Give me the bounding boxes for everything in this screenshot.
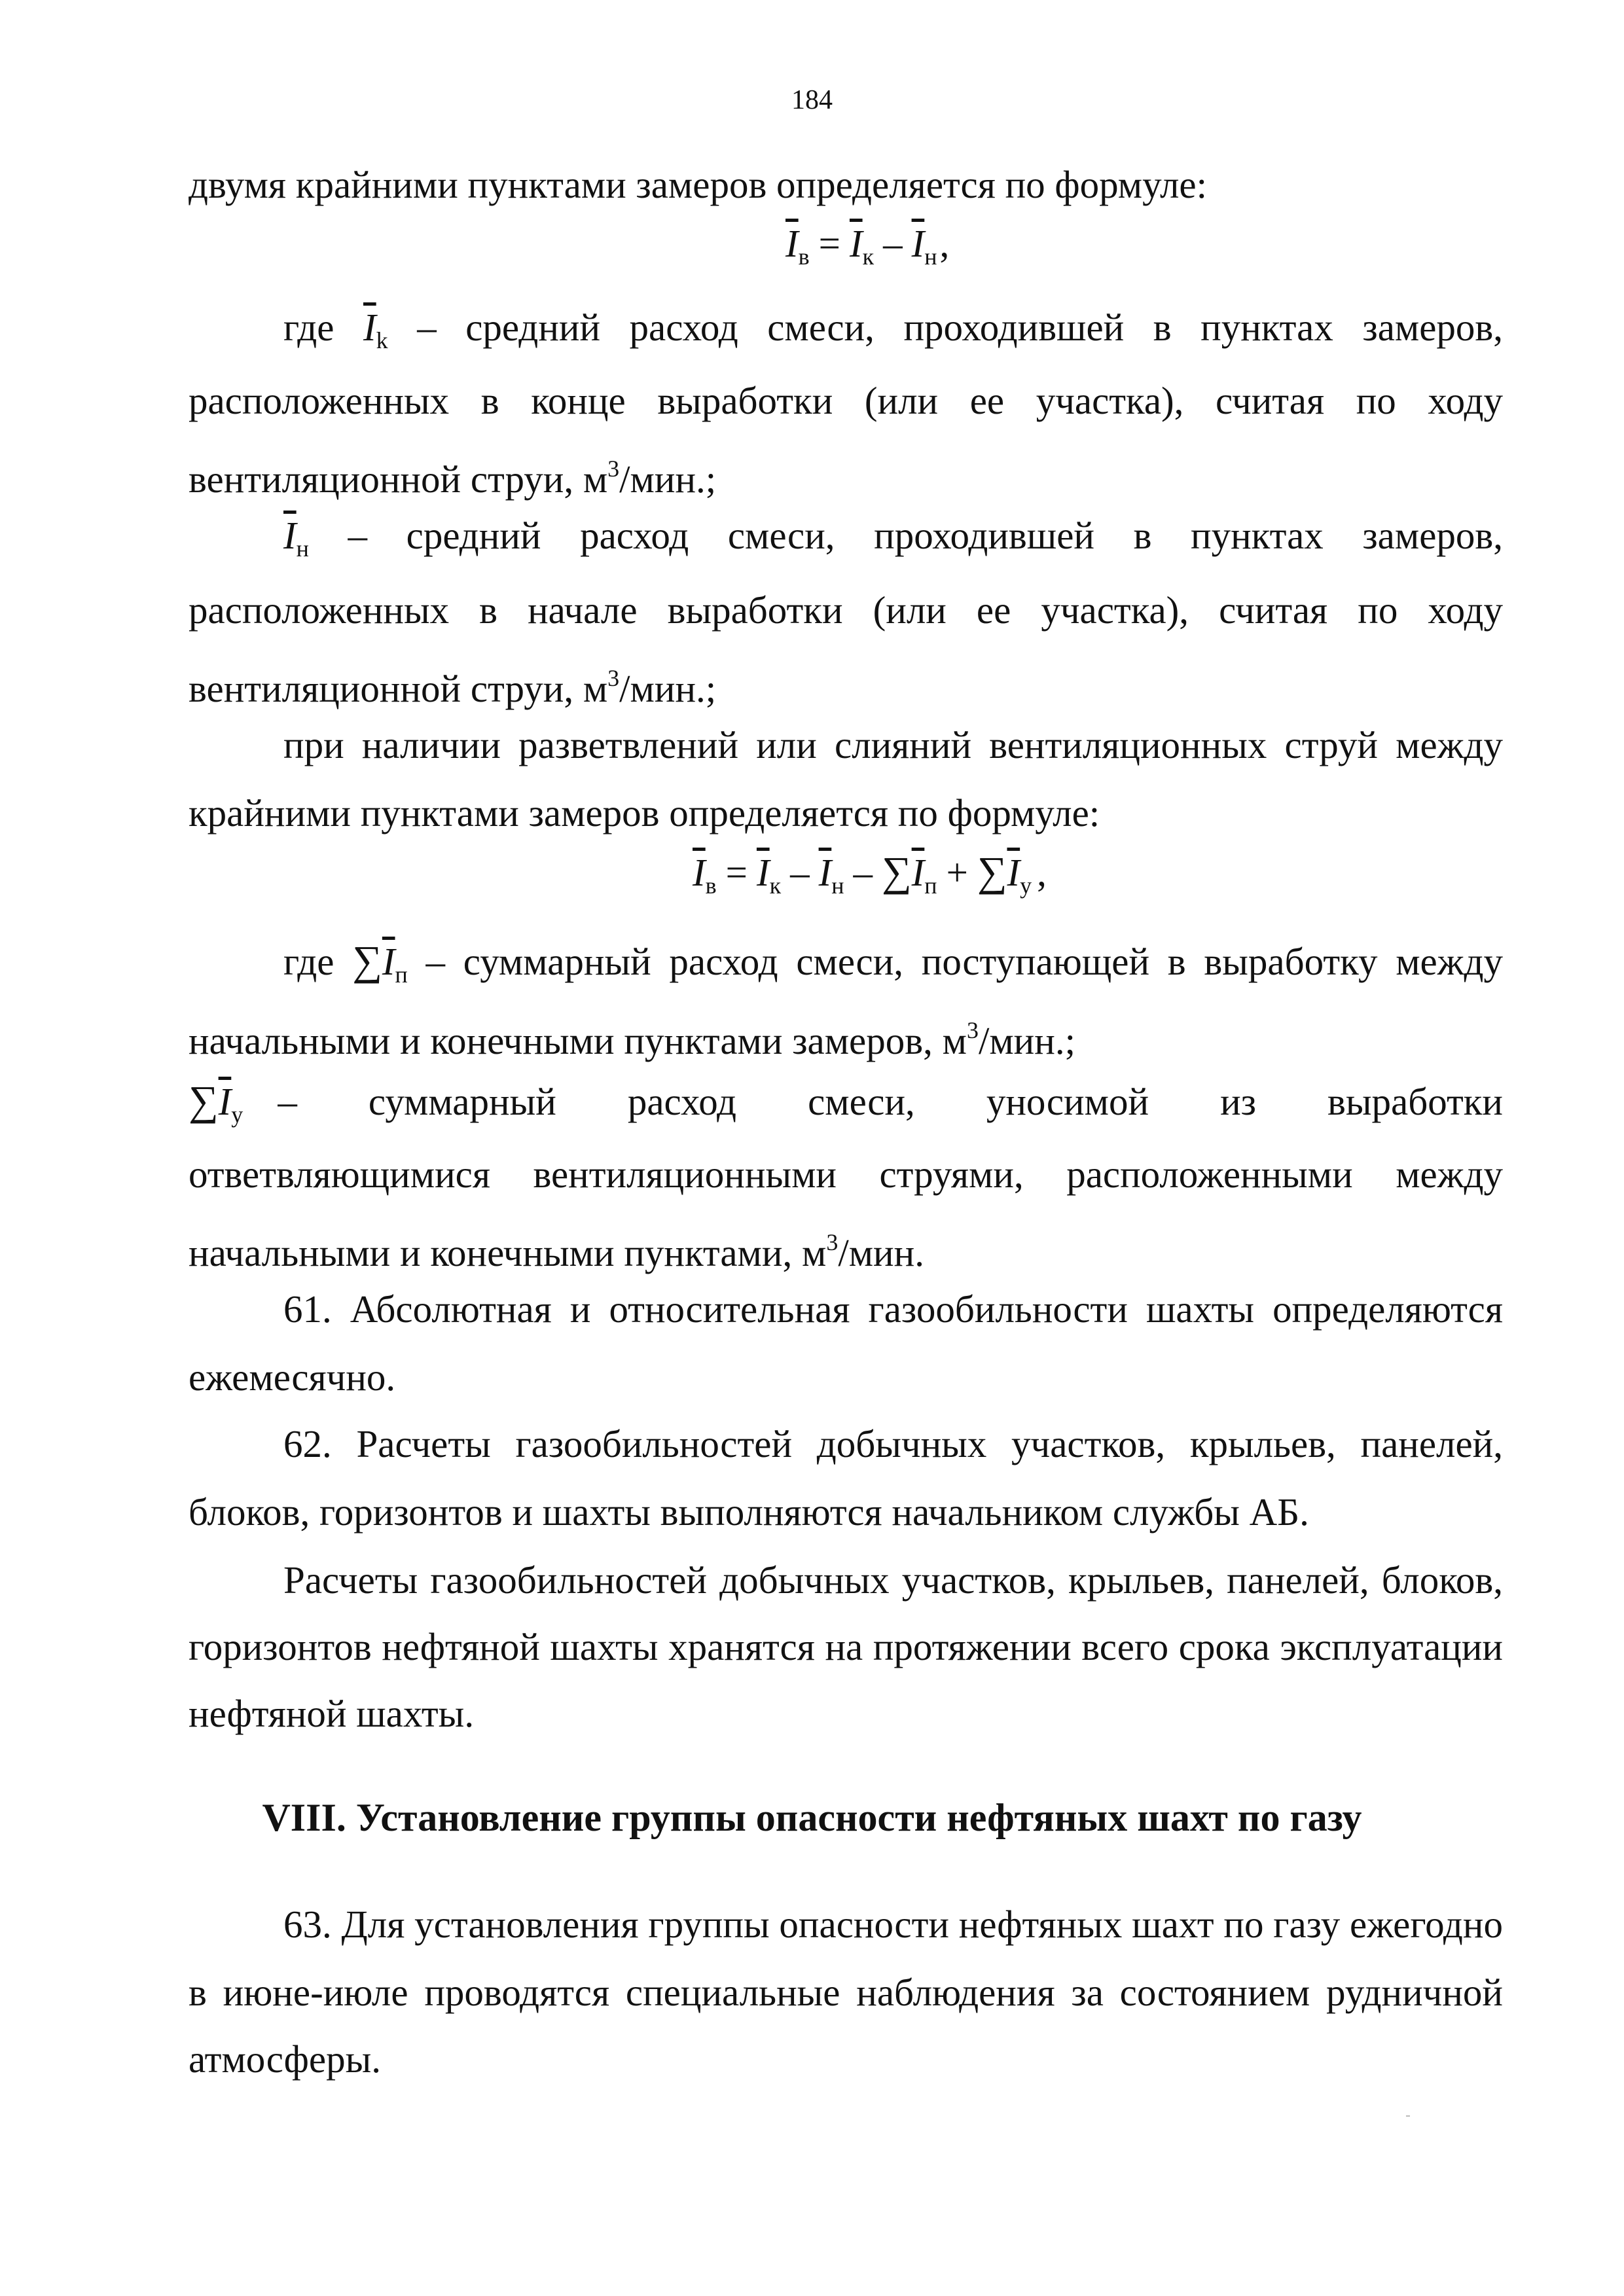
superscript: 3 (966, 1017, 979, 1043)
text-line (189, 1220, 1503, 1274)
paragraph-62b-end (189, 1691, 1503, 1736)
formula-symbol: $\overline{I}$ (382, 940, 395, 983)
formula-operator: + (946, 851, 968, 894)
formula-subscript: н (296, 535, 309, 562)
definition-in-cont (189, 588, 1503, 632)
formula-symbol: $\overline{I}$ (818, 851, 832, 894)
text-line (189, 656, 1503, 710)
text-fragment: /мин.; (619, 457, 717, 501)
branching-paragraph (189, 723, 1503, 767)
text-line (189, 513, 1503, 562)
formula-symbol: $\overline{I}$ (756, 851, 770, 894)
definition-in-end (189, 656, 1503, 710)
definition-text: – средний расход смеси, проходившей в пунктах замеров, (348, 514, 1503, 557)
paragraph-61 (189, 1287, 1503, 1331)
sum-sign: ∑ (352, 937, 382, 984)
formula-symbol: $\overline{I}$ (849, 222, 863, 265)
intro-paragraph (189, 162, 1503, 207)
text-line (189, 1077, 1503, 1128)
text-fragment: /мин. (838, 1231, 924, 1274)
paragraph-61-end (189, 1355, 1503, 1399)
formula-subscript: у (231, 1102, 244, 1128)
formula-subscript: к (862, 243, 875, 270)
definition-symbol (283, 514, 309, 562)
formula-punctuation: , (1037, 851, 1047, 894)
text-line: ответвляющимися вентиляционными струями, расположенными между (189, 1153, 1503, 1196)
text-line: атмосферы. (189, 2037, 381, 2081)
text-line (189, 446, 1503, 501)
formula-operator: – (883, 222, 903, 265)
formula-symbol: $\overline{I}$ (1007, 851, 1020, 894)
formula-operator: – (790, 851, 810, 894)
sum-sign: ∑ (977, 848, 1007, 895)
formula-1 (785, 221, 949, 279)
paragraph-62-end (189, 1490, 1503, 1534)
text-fragment: начальными и конечными пунктами замеров, м (189, 1019, 967, 1062)
definition-iy-cont (189, 1152, 1503, 1196)
definition-ip (189, 937, 1504, 988)
formula-symbol: $\overline{I}$ (911, 222, 925, 265)
text-line: 61. Абсолютная и относительная газообильности шахты определяются (283, 1287, 1503, 1331)
definition-iy (189, 1077, 1503, 1128)
formula-2 (693, 850, 1047, 908)
superscript: 3 (607, 456, 620, 482)
definition-symbol (352, 937, 408, 988)
branching-paragraph-end (189, 791, 1503, 835)
definition-iy-end (189, 1220, 1503, 1274)
definition-lead: где (283, 940, 334, 983)
section-heading: VIII. Установление группы опасности нефтяных шахт по газу (262, 1796, 1362, 1839)
definition-ik-cont (189, 378, 1503, 423)
paragraph-63-end (189, 2037, 1503, 2081)
superscript: 3 (826, 1229, 839, 1255)
text-line: в июне-июле проводятся специальные наблюдения за состоянием рудничной (189, 1971, 1503, 2014)
formula-subscript: k (376, 327, 388, 353)
superscript: 3 (607, 665, 620, 691)
text-line: ежемесячно. (189, 1355, 396, 1399)
definition-lead: где (283, 306, 334, 349)
paragraph-62b-cont (189, 1624, 1503, 1669)
formula-symbol: $\overline{I}$ (911, 851, 925, 894)
text-line (189, 1008, 1503, 1062)
text-line: блоков, горизонтов и шахты выполняются начальником службы АБ. (189, 1490, 1309, 1534)
paragraph-63 (189, 1902, 1503, 1946)
definition-ik (189, 305, 1504, 353)
text-line: крайними пунктами замеров определяется по формуле: (189, 791, 1100, 834)
formula-punctuation: , (939, 222, 950, 265)
text-line (189, 937, 1504, 988)
formula-operator: = (725, 851, 748, 894)
text-fragment: /мин.; (619, 667, 717, 710)
formula-subscript: у (1020, 872, 1032, 899)
text-fragment: /мин.; (978, 1019, 1075, 1062)
sum-sign: ∑ (189, 1077, 219, 1124)
formula-subscript: в (798, 243, 810, 270)
formula-subscript: п (395, 961, 408, 988)
text-line: нефтяной шахты. (189, 1692, 475, 1735)
text-line: при наличии разветвлений или слияний вентиляционных струй между (283, 723, 1503, 766)
text-line: 63. Для установления группы опасности нефтяных шахт по газу ежегодно (283, 1903, 1503, 1946)
formula-subscript: н (924, 243, 937, 270)
formula-operator: = (818, 222, 840, 265)
text-line: Расчеты газообильностей добычных участков, крыльев, панелей, блоков, (283, 1558, 1503, 1602)
formula-subscript: н (831, 872, 844, 899)
formula-symbol: $\overline{I}$ (693, 851, 706, 894)
definition-text: – суммарный расход смеси, поступающей в выработку между (425, 940, 1504, 983)
paragraph-62 (189, 1422, 1503, 1466)
formula-subscript: к (769, 872, 782, 899)
text-fragment: начальными и конечными пунктами, м (189, 1231, 827, 1274)
paragraph-63-cont (189, 1970, 1503, 2015)
text-line: 62. Расчеты газообильностей добычных участков, крыльев, панелей, (283, 1422, 1503, 1465)
formula-subscript: в (705, 872, 717, 899)
text-line: горизонтов нефтяной шахты хранятся на протяжении всего срока эксплуатации (189, 1625, 1503, 1668)
formula-operator: – (853, 851, 873, 894)
formula-subscript: п (924, 872, 937, 899)
formula-symbol: $\overline{I}$ (283, 514, 297, 557)
text-fragment: вентиляционной струи, м (189, 457, 608, 501)
definition-ip-end (189, 1008, 1503, 1062)
sum-sign: ∑ (882, 848, 912, 895)
definition-ik-end (189, 446, 1503, 501)
text-line: расположенных в начале выработки (или ее участка), считая по ходу (189, 588, 1503, 632)
text-line (189, 305, 1504, 353)
definition-symbol (189, 1077, 244, 1128)
formula-symbol: $\overline{I}$ (785, 222, 799, 265)
paragraph-62b (189, 1558, 1503, 1602)
definition-symbol (363, 306, 388, 353)
definition-in (189, 513, 1503, 562)
formula-symbol: $\overline{I}$ (363, 306, 376, 349)
scan-speck (1406, 2115, 1410, 2117)
text-line: расположенных в конце выработки (или ее участка), считая по ходу (189, 379, 1503, 422)
definition-text: – средний расход смеси, проходившей в пунктах замеров, (417, 306, 1504, 349)
page-number: 184 (791, 85, 833, 115)
formula-symbol: $\overline{I}$ (218, 1080, 232, 1123)
text-line: двумя крайними пунктами замеров определяется по формуле: (189, 163, 1208, 206)
definition-text: – суммарный расход смеси, уносимой из выработки (278, 1080, 1503, 1123)
text-fragment: вентиляционной струи, м (189, 667, 608, 710)
